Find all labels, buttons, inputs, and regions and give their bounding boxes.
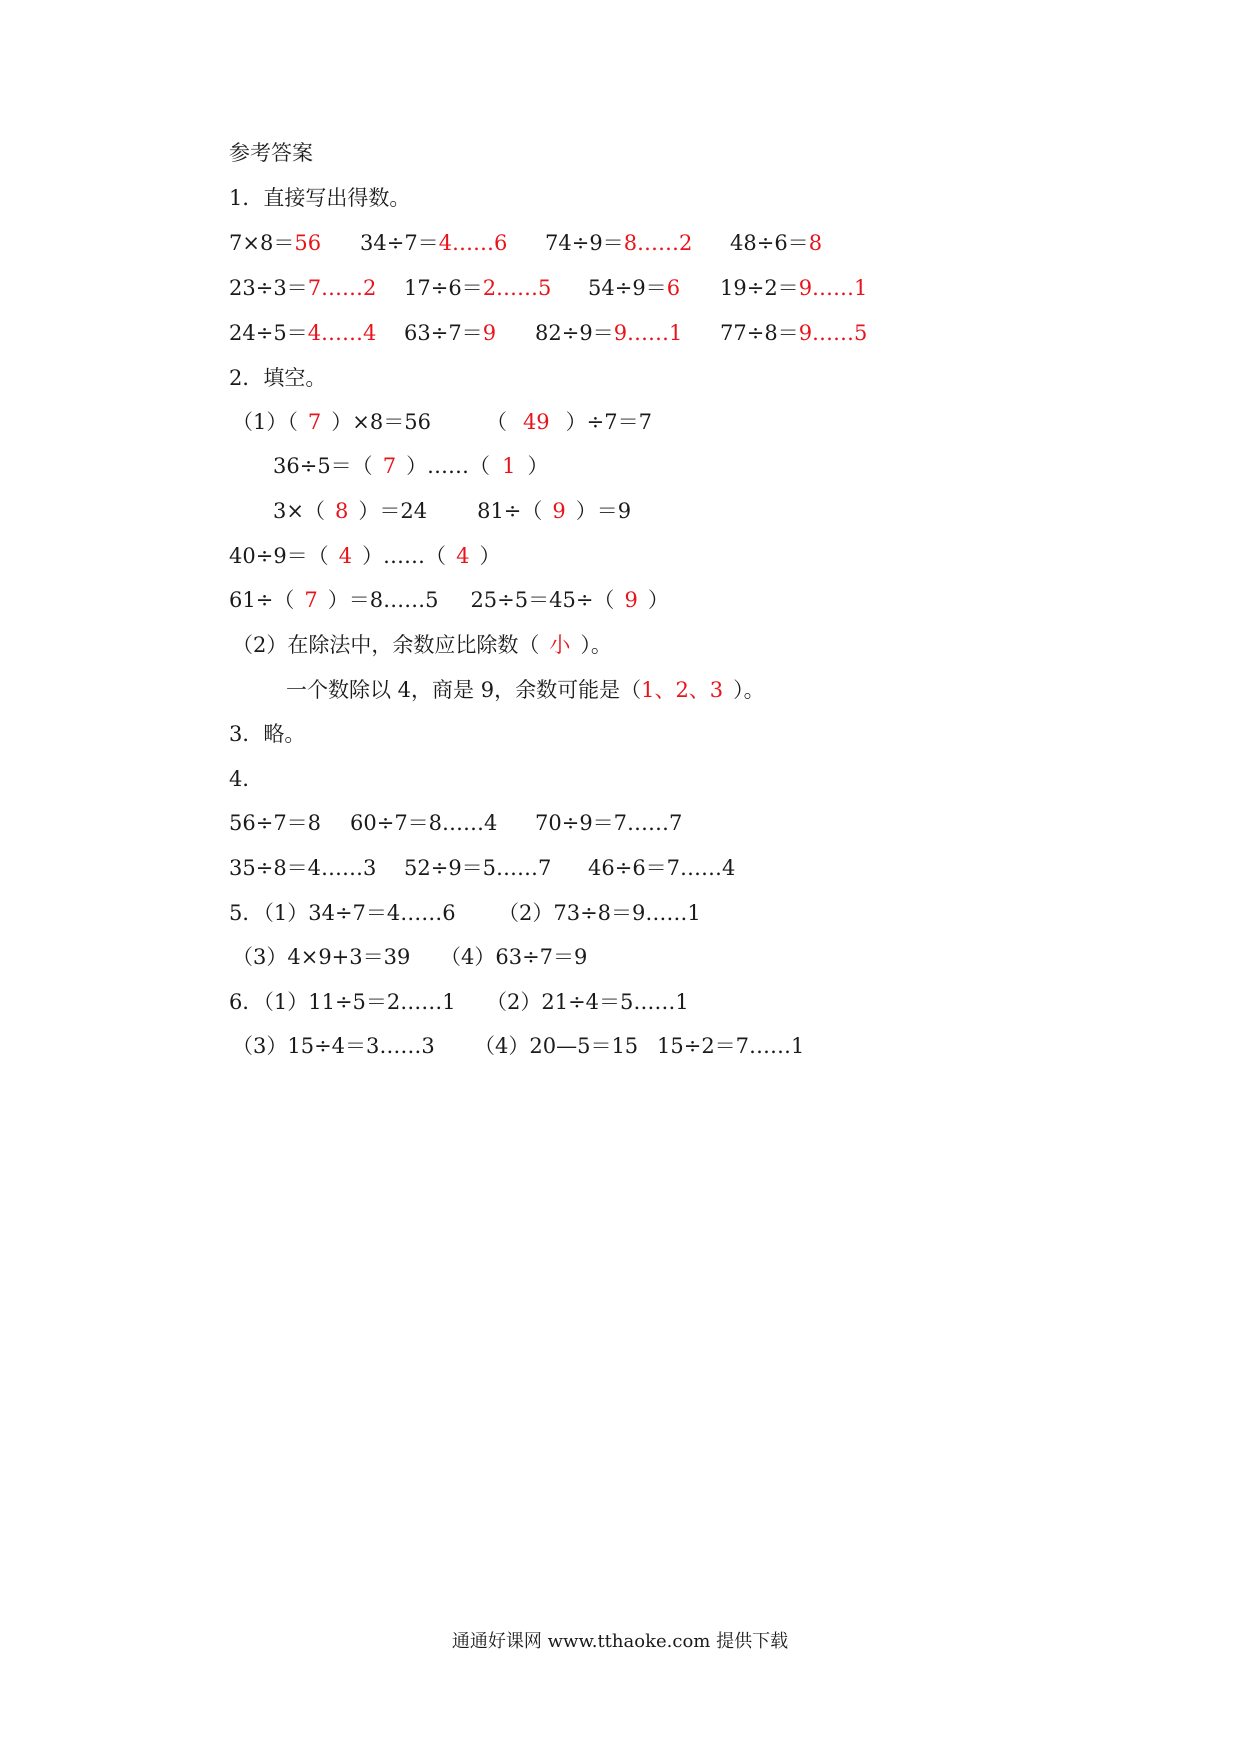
- fill-blank-line: （1）（ 7 ）×8＝56 （ 49 ）÷7＝7: [232, 410, 652, 434]
- calc-item: 48÷6＝8: [730, 231, 823, 255]
- section-2-heading: 2．填空。: [229, 366, 327, 390]
- section-5-item: 5．（1）34÷7＝4……6: [229, 901, 456, 925]
- fill-blank-line: 一个数除以 4，商是 9，余数可能是（1、2、3 ）。: [286, 678, 765, 702]
- fill-blank-line: 36÷5＝（ 7 ）……（ 1 ）: [273, 454, 549, 478]
- section-1-heading: 1．直接写出得数。: [229, 186, 411, 210]
- section-6-item: 6．（1）11÷5＝2……1: [229, 990, 456, 1014]
- calc-item: 35÷8＝4……3: [229, 856, 377, 880]
- section-4-heading: 4．: [229, 767, 264, 791]
- calc-item: 52÷9＝5……7: [404, 856, 552, 880]
- calc-item: 46÷6＝7……4: [588, 856, 736, 880]
- calc-item: 70÷9＝7……7: [535, 811, 683, 835]
- fill-blank-line: （2）在除法中，余数应比除数（ 小 ）。: [232, 633, 612, 657]
- fill-blank-line: 40÷9＝（ 4 ）……（ 4 ）: [229, 544, 501, 568]
- fill-blank-line: 61÷（ 7 ）＝8……5 25÷5＝45÷（ 9 ）: [229, 588, 669, 612]
- section-5-item: （3）4×9+3＝39: [232, 945, 411, 969]
- calc-item: 56÷7＝8: [229, 811, 322, 835]
- section-5-item: （2）73÷8＝9……1: [498, 901, 701, 925]
- calc-item: 77÷8＝9……5: [720, 321, 868, 345]
- calc-item: 54÷9＝6: [588, 276, 681, 300]
- footer-credit: 通通好课网 www.tthaoke.com 提供下载: [451, 1631, 789, 1652]
- calc-item: 82÷9＝9……1: [535, 321, 683, 345]
- section-5-item: （4）63÷7＝9: [440, 945, 588, 969]
- fill-blank-line: 3×（ 8 ）＝24 81÷（ 9 ）＝9: [273, 499, 632, 523]
- section-6-item: 15÷2＝7……1: [657, 1034, 805, 1058]
- calc-item: 19÷2＝9……1: [720, 276, 868, 300]
- calc-item: 34÷7＝4……6: [360, 231, 508, 255]
- calc-item: 23÷3＝7……2: [229, 276, 377, 300]
- section-3-text: 3．略。: [229, 722, 306, 746]
- calc-item: 7×8＝56: [229, 231, 322, 255]
- section-6-item: （2）21÷4＝5……1: [486, 990, 689, 1014]
- section-6-item: （4）20—5＝15: [474, 1034, 639, 1058]
- page-title: 参考答案: [229, 141, 313, 165]
- calc-item: 60÷7＝8……4: [350, 811, 498, 835]
- calc-item: 17÷6＝2……5: [404, 276, 552, 300]
- section-6-item: （3）15÷4＝3……3: [232, 1034, 435, 1058]
- calc-item: 63÷7＝9: [404, 321, 497, 345]
- calc-item: 74÷9＝8……2: [545, 231, 693, 255]
- calc-item: 24÷5＝4……4: [229, 321, 377, 345]
